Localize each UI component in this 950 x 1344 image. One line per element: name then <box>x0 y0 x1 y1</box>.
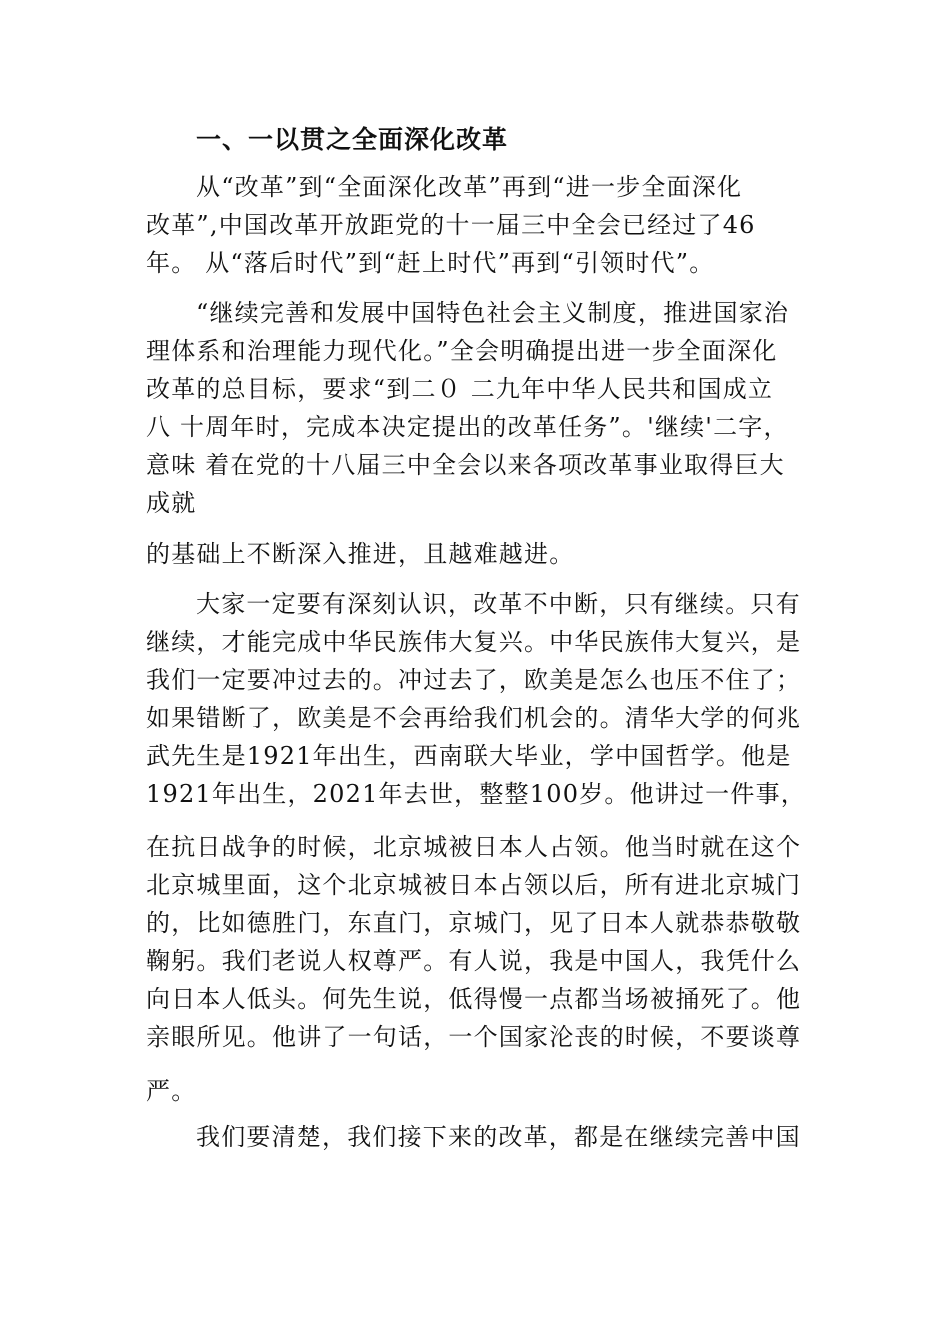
paragraph-dignity-end <box>146 1072 811 1110</box>
text-line: 理体系和治理能力现代化。”全会明确提出进一步全面深化 <box>146 337 778 365</box>
text-line: “继续完善和发展中国特色社会主义制度，推进国家治 <box>196 299 790 327</box>
text-line: 我们要清楚，我们接下来的改革，都是在继续完善中国 <box>196 1123 801 1151</box>
text-line: 向日本人低头。何先生说，低得慢一点都当场被捅死了。他 <box>146 985 802 1013</box>
text-line: 意味 着在党的十八届三中全会以来各项改革事业取得巨大 <box>146 451 785 479</box>
text-line: 1921年出生，2021年去世，整整100岁。他讲过一件事， <box>146 780 806 808</box>
text-line: 改革”,中国改革开放距党的十一届三中全会已经过了46 <box>146 211 756 239</box>
paragraph-continuation <box>146 535 811 573</box>
text-line: 我们一定要冲过去的。冲过去了，欧美是怎么也压不住了； <box>146 666 802 694</box>
text-line: 成就 <box>146 489 197 517</box>
text-line: 从“改革”到“全面深化改革”再到“进一步全面深化 <box>196 173 743 201</box>
text-line: 八 十周年时，完成本决定提出的改革任务”。'继续'二字， <box>146 413 789 441</box>
paragraph-plenum-goal <box>146 294 811 522</box>
paragraph-next-reform <box>146 1118 811 1156</box>
text-line: 继续，才能完成中华民族伟大复兴。中华民族伟大复兴，是 <box>146 628 802 656</box>
text-line: 如果错断了，欧美是不会再给我们机会的。清华大学的何兆 <box>146 704 802 732</box>
text-line: 在抗日战争的时候，北京城被日本人占领。他当时就在这个 <box>146 833 802 861</box>
paragraph-rejuvenation <box>146 585 811 813</box>
paragraph-reform-timeline <box>146 168 811 282</box>
text-line: 北京城里面，这个北京城被日本占领以后，所有进北京城门 <box>146 871 802 899</box>
text-line: 鞠躬。我们老说人权尊严。有人说，我是中国人，我凭什么 <box>146 947 802 975</box>
paragraph-occupation-story <box>146 828 811 1056</box>
text-line: 严。 <box>146 1077 197 1105</box>
text-line: 亲眼所见。他讲了一句话，一个国家沦丧的时候，不要谈尊 <box>146 1023 802 1051</box>
text-line: 的基础上不断深入推进，且越难越进。 <box>146 540 575 568</box>
section-heading: 一、一以贯之全面深化改革 <box>196 125 509 154</box>
text-line: 武先生是1921年出生，西南联大毕业，学中国哲学。他是 <box>146 742 792 770</box>
text-line: 的，比如德胜门，东直门，京城门，见了日本人就恭恭敬敬 <box>146 909 802 937</box>
text-line: 大家一定要有深刻认识，改革不中断，只有继续。只有 <box>196 590 801 618</box>
text-line: 改革的总目标，要求“到二０ 二九年中华人民共和国成立 <box>146 375 774 403</box>
text-line: 年。 从“落后时代”到“赶上时代”再到“引领时代”。 <box>146 249 715 277</box>
